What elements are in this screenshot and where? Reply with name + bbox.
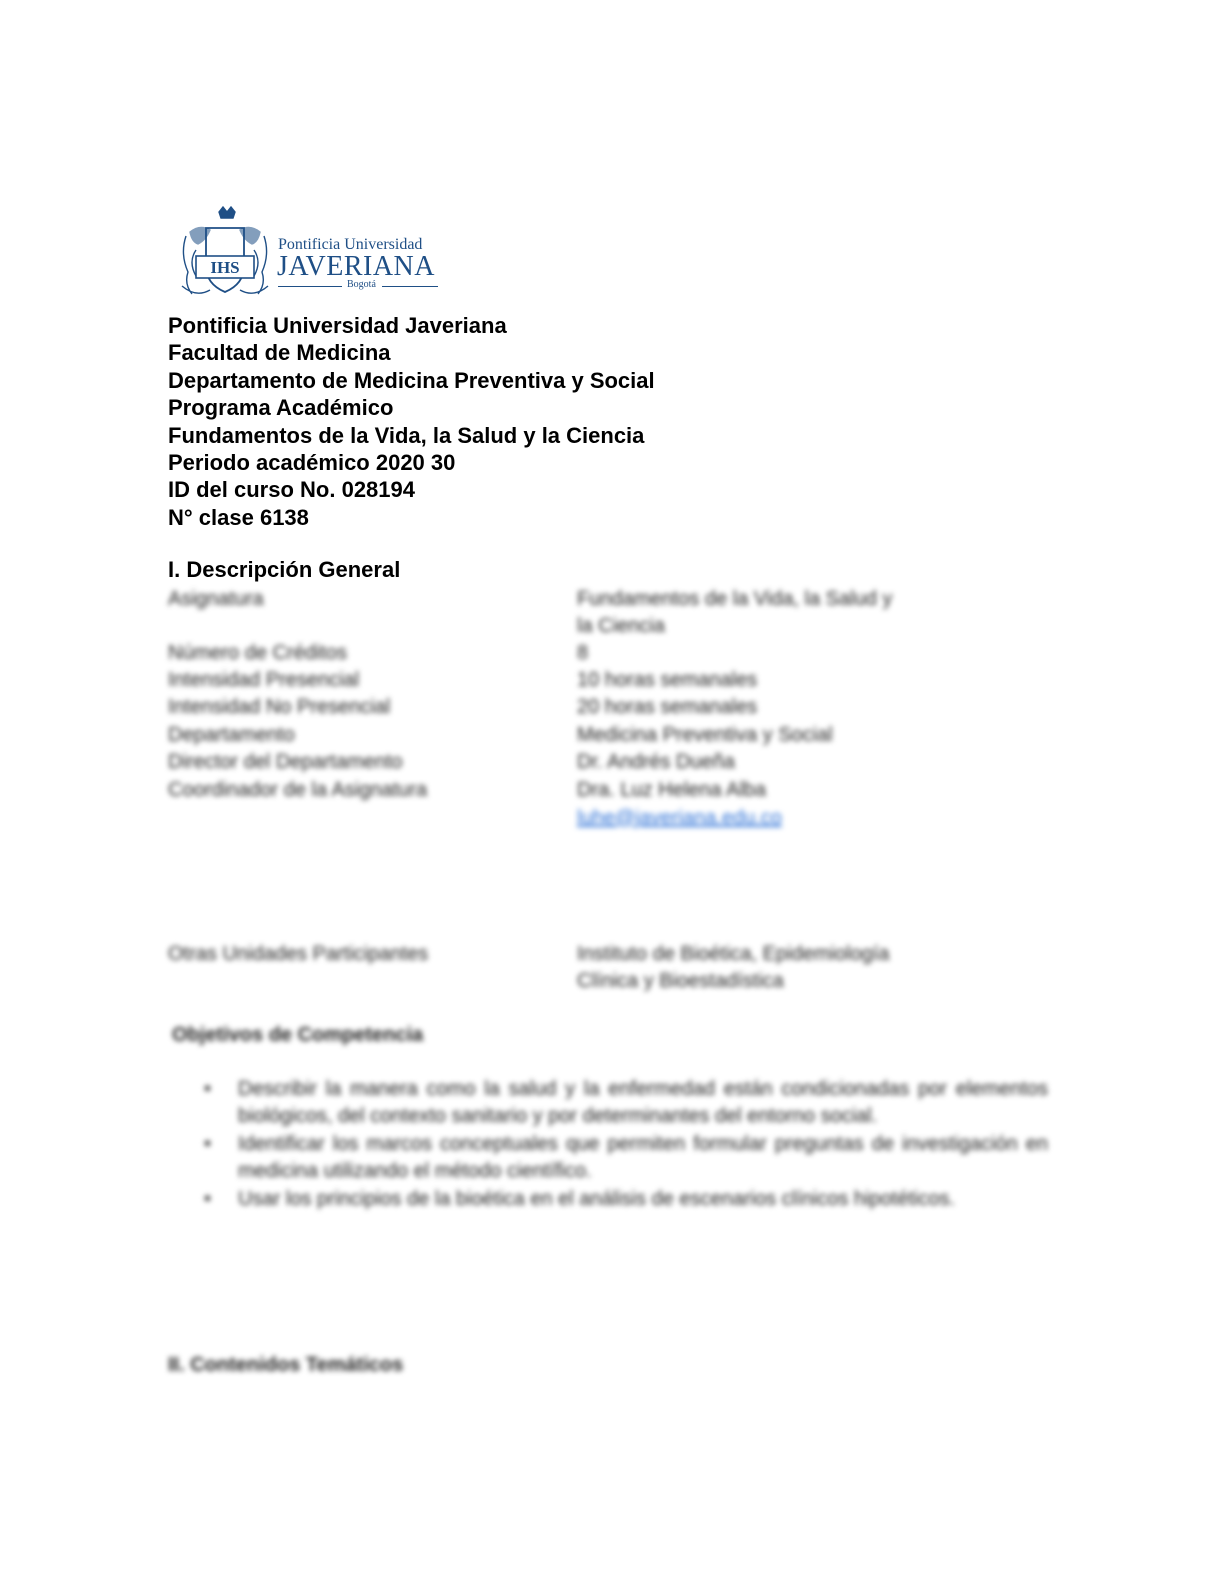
label-departamento: Departamento [168,724,295,746]
section-title-general: I. Descripción General [168,557,401,582]
faculty-name: Facultad de Medicina [168,340,391,366]
crest-icon [176,206,274,300]
value-intensidad-no-presencial: 20 horas semanales [577,696,758,718]
value-intensidad-presencial: 10 horas semanales [577,669,758,691]
logo-line-3: Bogotá [347,279,376,290]
course-id: ID del curso No. 028194 [168,477,415,503]
crest-letters: IHS [210,258,240,277]
logo-rule-right [382,286,438,287]
logo-line-1: Pontificia Universidad [278,236,423,253]
label-intensidad-presencial: Intensidad Presencial [168,669,360,691]
objectives-list [200,1076,1048,1213]
objective-item: • Describir la manera como la salud y la enfermedad están condicionadas por elementos biológicos, del contexto sanitario y por determinantes del entorno social. [200,1076,1048,1131]
value-creditos: 8 [577,642,589,664]
logo-line-2: JAVERIANA [277,251,435,282]
department-name: Departamento de Medicina Preventiva y Social [168,367,655,393]
class-number: N° clase 6138 [168,504,309,530]
value-director: Dr. Andrés Dueña [577,751,735,773]
university-logo [176,206,446,302]
objective-item: • Usar los principios de la bioética en el análisis de escenarios clínicos hipotéticos. [200,1186,1048,1213]
objective-item: • Identificar los marcos conceptuales que permiten formular preguntas de investigación en medicina utilizando el método científico. [200,1131,1048,1186]
label-otras-unidades: Otras Unidades Participantes [168,943,429,965]
label-coordinador: Coordinador de la Asignatura [168,779,428,801]
label-creditos: Número de Créditos [168,642,347,664]
document-header [168,312,655,531]
logo-rule-left [278,286,342,287]
label-asignatura: Asignatura [168,588,264,610]
value-otras-unidades: Instituto de Bioética, Epidemiología [577,943,890,965]
value-asignatura-cont: la Ciencia [577,615,665,637]
course-name: Fundamentos de la Vida, la Salud y la Ciencia [168,422,645,448]
label-intensidad-no-presencial: Intensidad No Presencial [168,696,391,718]
value-coordinador: Dra. Luz Helena Alba [577,779,767,801]
program-name: Programa Académico [168,395,394,421]
university-name: Pontificia Universidad Javeriana [168,313,507,338]
academic-period: Periodo académico 2020 30 [168,450,456,476]
label-director: Director del Departamento [168,751,403,773]
value-departamento: Medicina Preventiva y Social [577,724,833,746]
value-asignatura: Fundamentos de la Vida, la Salud y [577,588,893,610]
value-otras-unidades-cont: Clínica y Bioestadística [577,970,784,992]
section-title-contents: II. Contenidos Temáticos [168,1354,404,1376]
coordinator-email-link[interactable]: luhe@javeriana.edu.co [577,807,782,829]
objectives-title: Objetivos de Competencia [172,1024,424,1046]
